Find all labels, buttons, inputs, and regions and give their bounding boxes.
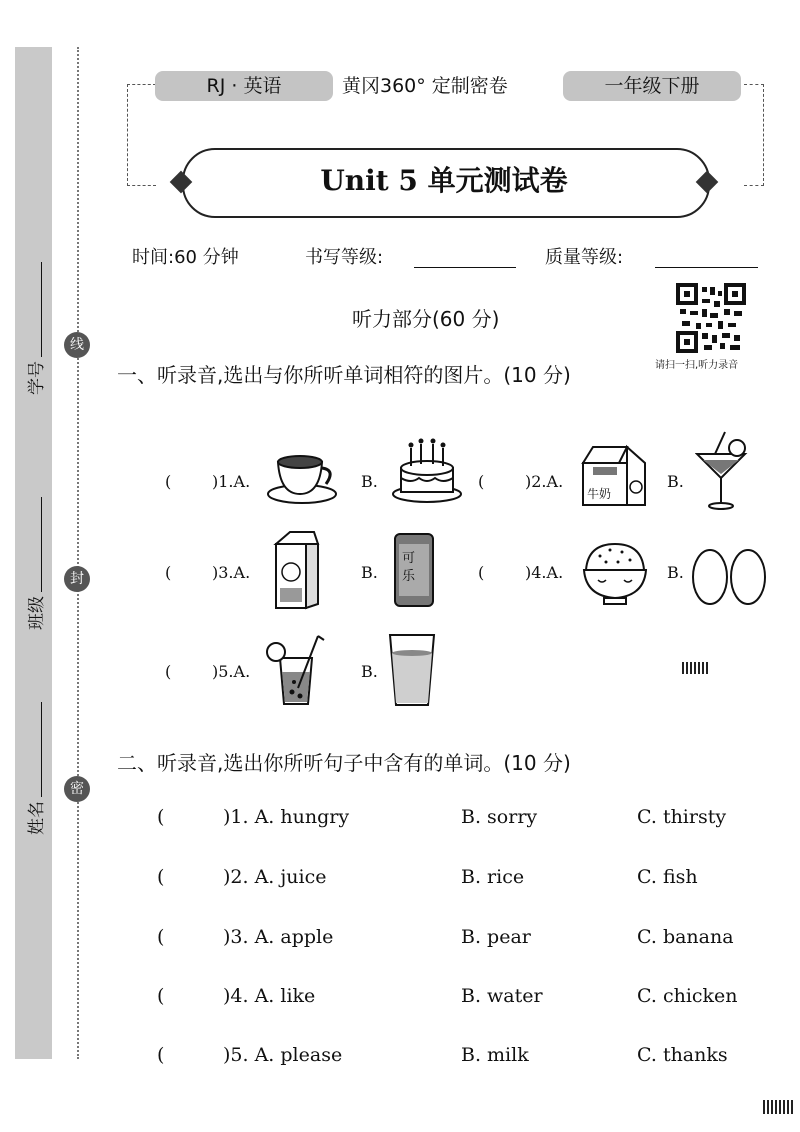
answer-paren: (	[478, 563, 485, 582]
q2-4-option-c: C. chicken	[637, 985, 738, 1007]
q4-number: )4.A.	[525, 563, 564, 582]
juice-glass-icon[interactable]	[264, 632, 326, 712]
birthday-cake-icon[interactable]	[391, 438, 463, 508]
answer-paren: (	[157, 985, 165, 1007]
eggs-icon[interactable]	[690, 547, 768, 611]
q3-b-label: B.	[361, 563, 378, 582]
seal-mark-line: 线	[64, 332, 90, 358]
q4-b-label: B.	[667, 563, 684, 582]
rice-bowl-icon[interactable]	[580, 540, 650, 610]
q2-4-option-a: )4. A. like	[223, 985, 316, 1007]
q2-2-option-c: C. fish	[637, 866, 698, 888]
q2-3-option-b: B. pear	[461, 926, 531, 948]
answer-paren: (	[478, 472, 485, 491]
writing-grade-label: 书写等级:	[305, 247, 384, 268]
q1-b-label: B.	[361, 472, 378, 491]
cocktail-icon[interactable]	[695, 430, 749, 514]
corner-qr-icon	[763, 1100, 793, 1114]
student-id-blank[interactable]	[29, 262, 42, 357]
name-blank[interactable]	[29, 702, 42, 797]
answer-paren: (	[165, 662, 172, 681]
q5-b-label: B.	[361, 662, 378, 681]
milk-carton-icon[interactable]	[579, 443, 651, 513]
series-title: 黄冈360° 定制密卷	[342, 75, 508, 97]
coffee-cup-icon[interactable]	[264, 450, 340, 510]
q2-3-option-a: )3. A. apple	[223, 926, 334, 948]
quality-grade-label: 质量等级:	[545, 247, 624, 268]
q1-number: )1.A.	[212, 472, 251, 491]
cola-can-text: 可乐	[402, 551, 416, 584]
seal-mark-seal: 封	[64, 566, 90, 592]
seal-mark-secret: 密	[64, 776, 90, 802]
name-text: 姓名	[27, 801, 47, 835]
section1-heading: 一、听录音,选出与你所听单词相符的图片。(10 分)	[117, 363, 571, 387]
time-label: 时间:60 分钟	[132, 247, 239, 268]
q2-5-option-c: C. thanks	[637, 1044, 728, 1066]
qr-code-icon[interactable]	[676, 283, 746, 353]
small-qr-icon	[682, 662, 708, 674]
water-glass-icon[interactable]	[388, 633, 436, 711]
dashed-frame-right	[744, 84, 764, 186]
q2-number: )2.A.	[525, 472, 564, 491]
class-blank[interactable]	[29, 497, 42, 592]
grade-pill: 一年级下册	[563, 71, 741, 101]
milk-carton-text: 牛奶	[587, 487, 612, 501]
milk-box-icon[interactable]	[270, 530, 324, 614]
subject-pill: RJ · 英语	[155, 71, 333, 101]
student-id-text: 学号	[27, 361, 47, 395]
answer-paren: (	[157, 1044, 165, 1066]
q2-4-option-b: B. water	[461, 985, 543, 1007]
page-title: Unit 5 单元测试卷	[320, 164, 568, 197]
qr-caption: 请扫一扫,听力录音	[655, 360, 739, 371]
answer-paren: (	[157, 806, 165, 828]
q3-number: )3.A.	[212, 563, 251, 582]
section2-heading: 二、听录音,选出你所听句子中含有的单词。(10 分)	[117, 751, 571, 775]
q2-2-option-a: )2. A. juice	[223, 866, 327, 888]
answer-paren: (	[157, 926, 165, 948]
quality-grade-blank[interactable]	[655, 266, 758, 268]
q2-5-option-b: B. milk	[461, 1044, 529, 1066]
answer-paren: (	[165, 563, 172, 582]
q2-3-option-c: C. banana	[637, 926, 734, 948]
q2-b-label: B.	[667, 472, 684, 491]
answer-paren: (	[165, 472, 172, 491]
q2-2-option-b: B. rice	[461, 866, 525, 888]
cut-line	[77, 47, 79, 1059]
writing-grade-blank[interactable]	[414, 266, 516, 268]
class-text: 班级	[27, 596, 47, 630]
q2-1-option-a: )1. A. hungry	[223, 806, 350, 828]
listening-title: 听力部分(60 分)	[352, 307, 500, 331]
student-id-label	[22, 262, 47, 395]
dashed-frame-left	[127, 84, 156, 186]
q2-1-option-c: C. thirsty	[637, 806, 727, 828]
q5-number: )5.A.	[212, 662, 251, 681]
q2-1-option-b: B. sorry	[461, 806, 538, 828]
answer-paren: (	[157, 866, 165, 888]
name-label	[22, 702, 47, 835]
class-label	[22, 497, 47, 630]
q2-5-option-a: )5. A. please	[223, 1044, 343, 1066]
